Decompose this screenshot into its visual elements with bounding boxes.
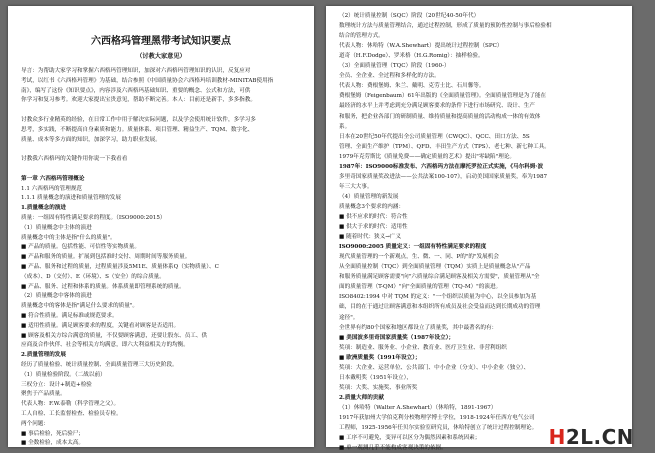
text-line: 多里奇国家质量奖改进法——公共法案100-107》，启动美国国家质量奖，奉为1987 (339, 173, 548, 180)
text-line: （成本）、D（交付）、E（环境）、S（安全）的综合质量。 (21, 273, 165, 280)
text-line: 三权分立：设计+制造+检验 (21, 381, 92, 388)
text-line: 质量、成本等多方面的知识，加深学习，助力职业发展。 (21, 136, 161, 143)
text-line: 最经济的水平上并考虑到充分满足顾客要求的条件下进行市场研究、设计、生产 (339, 103, 535, 110)
text-line: ■ 顾客及相关方综合满意的质量，不仅要顾客满意，还要让股东、员工、供 (21, 332, 208, 339)
text-line: 南》，编写了这份《知识要点》，内容涉及六西格玛基础知识、重要的概念、公式和方法，可供 (21, 87, 251, 94)
text-line: （4）质量管理的新发展 (339, 193, 399, 200)
text-line: （2）统计质量控制（SQC）阶段（20世纪40-50年代） (339, 13, 480, 19)
text-line: 1979年克劳斯比《质量免费——确定质量的艺术》提出"零缺陷"理论。 (339, 153, 516, 160)
text-line: 从全面质量控制（TQC）到全面质量管理（TQM）实质上是质量概念从"产品 (339, 264, 531, 271)
text-line: 代表人物：F.W.泰勒（科学管理之父）。 (21, 401, 120, 408)
text-line: 工程师，1925-1956年任贝尔实验室研究员，休哈特创立了统计过程控制理论。 (339, 425, 538, 432)
text-line: ISO9000:2005 质量定义：一组固有特性满足要求的程度 (339, 244, 487, 251)
text-line: 日本戴明奖（1951年设立）， (339, 374, 412, 381)
text-line: ■ 产品和服务的质量。扩展到包括准时交付、周期时间等服务质量。 (21, 254, 191, 261)
left-page (8, 6, 314, 447)
text-line: （1）休哈特（Walter A.Shewhart）（休哈特，1891-1967） (339, 404, 497, 411)
text-line: 两个问题： (21, 420, 49, 427)
text-line: 质量概念3个要求的内涵： (339, 203, 405, 210)
text-line: 奖项：制造业、服务业、小企业、教育业、医疗卫生业、非营利组织 (339, 344, 507, 351)
text-line: 质量概念中的主体是指"什么的质量"。 (21, 234, 116, 241)
text-line: 面的质量管理（T-QM）"向"全面质量的管理（TQ-M）"的演进。 (339, 284, 502, 291)
text-line: 奖项：大企业、运营单位、公共部门、中小企业（分支）、中小企业（独立）、 (339, 364, 530, 371)
text-line: 质量：一组固有特性满足要求的程度。（ISO9000:2015） (21, 215, 166, 221)
text-line: ■ 美国波多里奇国家质量奖（1987年设立）； (339, 334, 455, 341)
text-line: ■ 产品的质量。包括性能、可信性等实物质量。 (21, 244, 140, 251)
text-line: ■ 欧洲质量奖（1991年设立）； (339, 354, 421, 361)
text-line: 系。 (339, 123, 351, 130)
doc-title: 六西格玛管理黑带考试知识要点 (91, 36, 231, 47)
text-line: 管理、全面生产维护（TPM）、QFD、丰田生产方式（TPS）、老七种、新七种工具。 (339, 143, 550, 150)
text-line: 年三大大事。 (339, 183, 373, 190)
text-line: ISO8402:1994 中对 TQM 的定义："一个组织以质量为中心，以全员参加为基 (339, 294, 537, 301)
text-line: 代表人物：休哈特（W.A.Shewhart）提出统计过程控制（SPC） (339, 43, 503, 50)
text-line: 和服务质量满足顾客需要"向"六质量综合满足顾客及相关方需要"，质量管理从"全 (339, 274, 540, 281)
text-line: 经历了质量检验、统计质量控制、全面质量管理三大历史阶段。 (21, 362, 178, 368)
text-line: 道奇（H.F.Dodge）、罗米格（H.G.Romig）：抽样检验。 (339, 53, 484, 60)
text-line: 结合的管理方式。 (339, 33, 384, 40)
text-line: ■ 产品、服务和过程的质量，过程质量涉及5M1E、质量体系Q（实物质量）、C (21, 264, 219, 270)
text-line: （1）质量概念中主体的演进 (21, 224, 92, 231)
text-line: （2）质量概念中客体的演进 (21, 293, 92, 300)
text-line: ■ 工序不可避免，变异可以区分为偶然因素和系统因素； (339, 435, 481, 442)
text-line: 全员、全企业、全过程和多样化的方法。 (339, 73, 440, 80)
text-line: 现代质量管理的一个新观点，生、微、一、同、P的"的"发展机会 (339, 254, 499, 261)
text-line: 1987年：ISO9000标准发布、六西格玛方法在摩托罗拉正式实施，《马尔科姆·波 (339, 163, 544, 170)
text-line: 导言：为帮助大家学习和掌握六西格玛管理知识，加深对六西格玛管理知识的认识，反复应对 (21, 68, 251, 74)
text-line: 础，目的在于通过让顾客满意和本组织所有成员及社会受益而达到长期成功的管理 (339, 304, 541, 311)
doc-subtitle: （讨教大家意见） (136, 53, 186, 60)
text-line: 数理统计方法与质量管理结合，通过过程控制，形成了质量的预防性控制与事后检验相 (339, 23, 552, 30)
text-line: 日本在20世纪50年代提出全公司质量管理（CWQC）、QCC、田口方法、5S (339, 133, 530, 140)
text-line: ■ 单一观测几乎不能构成客观决策的依据。 (339, 445, 447, 452)
text-line: 第一章 六西格玛管理概论 (21, 175, 85, 182)
text-line: ■ 产品、服务、过程和体系的质量。体系质量即管理系统的质量。 (21, 283, 185, 290)
text-line: ■ 事后检验，死后验尸； (21, 430, 85, 437)
text-line: ■ 全数检验，成本太高。 (21, 440, 85, 447)
right-page (326, 6, 632, 452)
text-line: 全世界有约80个国家和地区都设立了质量奖，其中最著名的有： (339, 324, 498, 331)
text-line: （1）质量检验阶段。（二战以前） (21, 371, 106, 378)
watermark-logo: H2L.CN (548, 425, 634, 449)
text-line: 应商及合作伙伴、社会等相关方均满意，即六大利益相关方的均衡。 (21, 342, 189, 349)
text-line: 和服务，把企业各部门的研制质量、维持质量和提高质量的活动构成一体的有效体 (339, 113, 541, 120)
text-line: 1.质量概念的演进 (21, 205, 66, 212)
text-line: 1.1 六西格玛的管理规范 (21, 185, 83, 192)
text-line: 讨教众多行业精英的经验，在日常工作中用于解决实际问题，以及学会使用统计软件，多学习多 (21, 117, 256, 123)
text-line: 费根堡姆（Feigenbaum）61年出版的《全面质量管理》。全面质量管理是为了能在 (339, 93, 547, 100)
text-line: 代表人物：费根堡姆、朱兰、戴明、克劳士比、石川馨等。 (339, 83, 485, 90)
text-line: 你学习和复习参考。欢迎大家提出宝贵意见，帮助不断完善。本人：目前还是新手，多多指教。 (21, 97, 256, 104)
text-line: （3）全面质量管理（TQC）阶段（1960-） (339, 63, 450, 70)
text-line: 2.质量大师的贡献 (339, 394, 384, 401)
text-line: 工人自检、工长监督检查、检验员专检。 (21, 411, 122, 417)
text-line: 考试，以红书《六西格玛管理》为基础，结合参照《中国质量协会六西格玛培训教材-MINITAB使用指 (21, 77, 274, 84)
text-line: 聚焦于产品质量。 (21, 391, 66, 398)
text-line: 2.质量管理的发展 (21, 352, 66, 359)
text-line: 质量概念中的客体是指"满足什么要求的质量"。 (21, 303, 139, 310)
text-line: ■ 符合性质量。满足标准或规范要求。 (21, 313, 118, 319)
text-line: 途径"。 (339, 314, 359, 321)
text-line: ■ 供大于求的时代：适用性 (339, 224, 408, 231)
text-line: 1.1.1 质量概念的演进和质量管理的发展 (21, 195, 121, 202)
text-line: 奖项：大奖、实施奖、事业所奖 (339, 384, 418, 391)
text-line: ■ 供不应求的时代：符合性 (339, 214, 408, 220)
text-line: ■ 随着时代：狭义→广义 (339, 234, 402, 241)
text-line: 思考，多实践，不断提高自身素质和能力。质量体系、项目管理、精益生产、TQM、数字化、 (21, 126, 254, 133)
text-line: 1917年获加州大学伯克利分校物理学博士学位，1918-1924年任西方电气公司 (339, 415, 535, 421)
text-line: 讨教我六西格玛的关键作用你说一下我看看 (21, 156, 128, 163)
text-line: ■ 适用性质量。满足顾客要求的程度，关键看对顾客是否适用。 (21, 322, 180, 329)
